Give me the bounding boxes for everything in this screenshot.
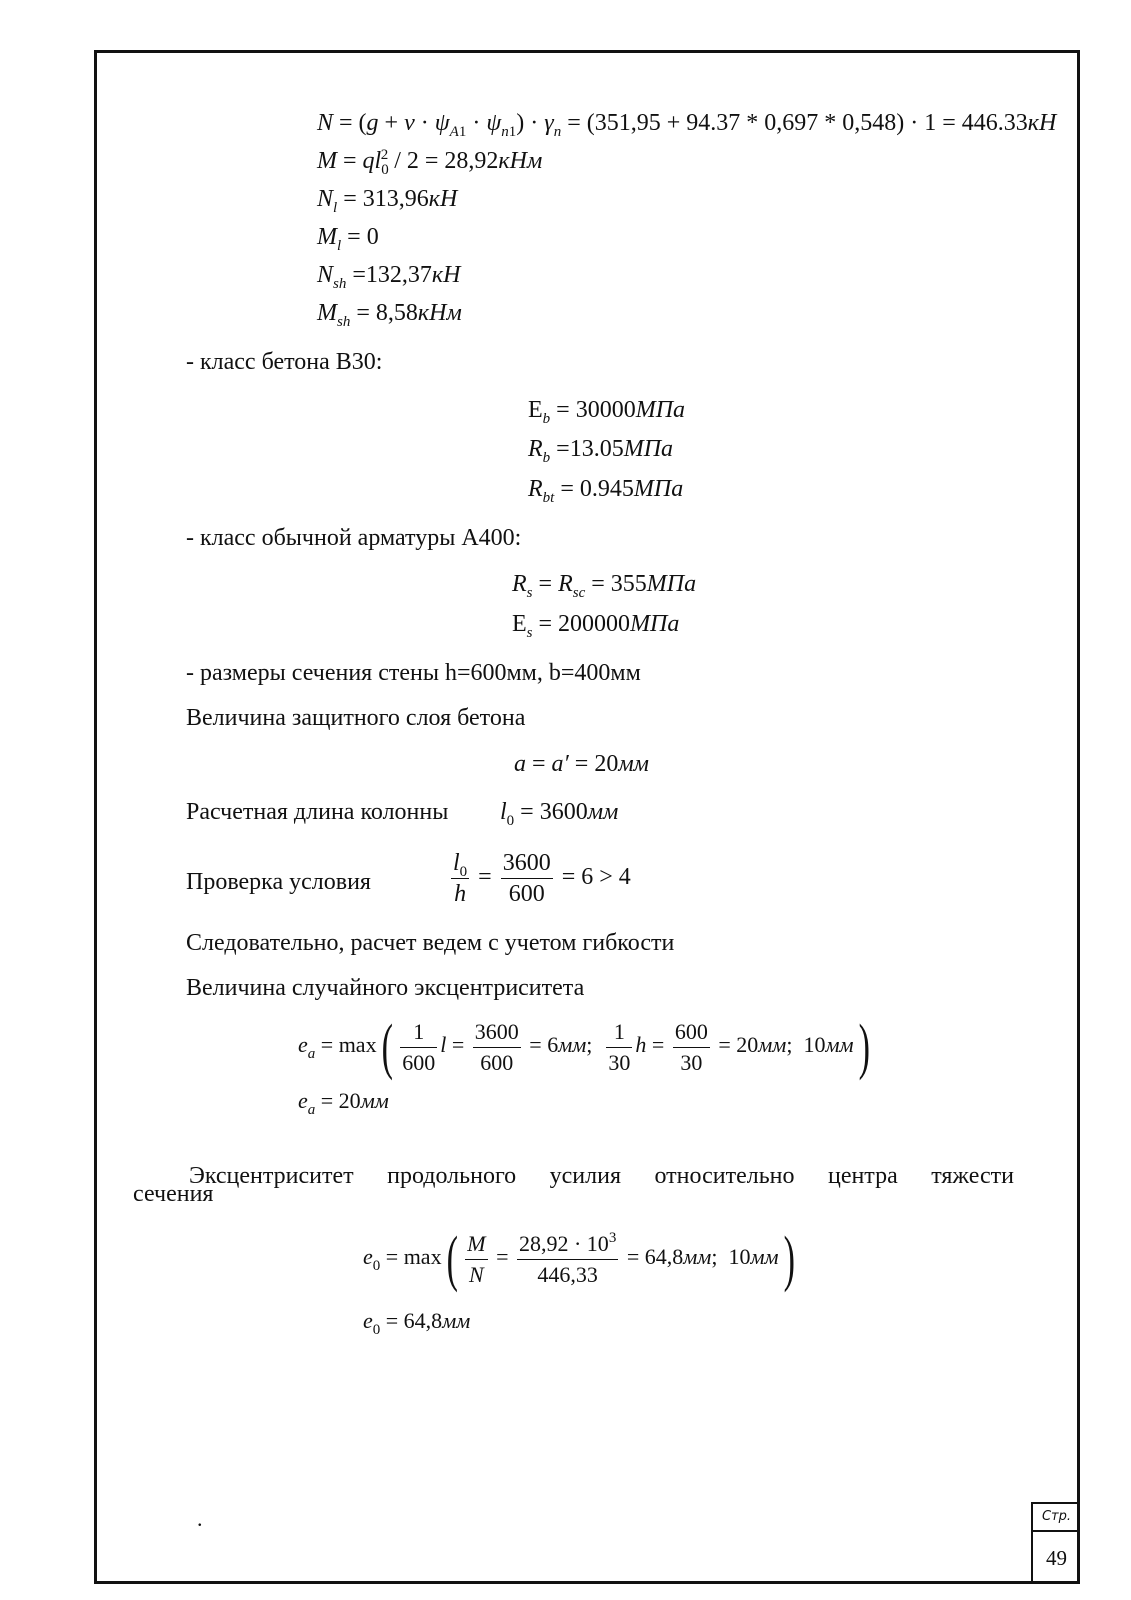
section-dimensions: - размеры сечения стены h=600мм, b=400мм — [186, 660, 641, 686]
conclusion-text: Следовательно, расчет ведем с учетом гибкости — [186, 930, 675, 956]
formula-check: $\frac{l_0}{h}$ = $\frac{3600}{600}$ = 6 > 4 — [453, 850, 631, 907]
formula-ml: $M_l = 0$ — [317, 224, 379, 254]
formula-l0: $l_0 = 3600мм$ — [500, 799, 619, 829]
footer-dot: . — [197, 1506, 203, 1531]
formula-rs: $R_s = R_{sc} = 355МПа$ — [512, 571, 697, 601]
stamp-label: Стр. — [1033, 1504, 1080, 1532]
formula-nsh: $N_{sh} =132,37кН$ — [317, 262, 461, 292]
cover-label: Величина защитного слоя бетона — [186, 705, 526, 731]
formula-ea: $e_a = \max$( $\frac{1}{600}$ l = $\frac{3600}{600}$ = 6мм; $\frac{1}{30}$ h = $\frac{600}{30}$ = 20мм; 10мм) — [298, 1013, 870, 1081]
formula-nl: $N_l = 313,96кН$ — [317, 186, 458, 216]
formula-eb: $E_b = 30000МПа$ — [528, 397, 686, 427]
formula-rb: $R_b =13.05МПа$ — [528, 436, 674, 466]
formula-ea-result: $e_a = 20мм$ — [298, 1088, 389, 1118]
page-stamp — [1031, 1502, 1080, 1584]
length-label: Расчетная длина колонны — [186, 799, 449, 825]
formula-n: $N = (g + v \cdot \psi_{A1} \cdot \psi_{n1}) \cdot \gamma_n = (351,95 + 94.37 * 0,697 * 0,548) \cdot 1 = 446.33кН$ — [317, 110, 1057, 140]
rebar-heading: - класс обычной арматуры А400: — [186, 525, 522, 551]
concrete-heading: - класс бетона В30: — [186, 349, 383, 375]
formula-cover: a = a′ = 20мм — [514, 751, 649, 777]
formula-es: $E_s = 200000МПа$ — [512, 611, 680, 641]
e0-paragraph: Эксцентриситет продольного усилия относительно центра тяжести — [189, 1163, 1014, 1189]
formula-e0-result: $e_0 = 64,8мм$ — [363, 1308, 471, 1338]
formula-rbt: $R_{bt} = 0.945МПа$ — [528, 476, 684, 506]
ecc-label: Величина случайного эксцентриситета — [186, 975, 585, 1001]
e0-paragraph-end: сечения — [133, 1181, 214, 1207]
formula-msh: $M_{sh} = 8,58кНм$ — [317, 300, 462, 330]
check-label: Проверка условия — [186, 869, 371, 895]
formula-e0: $e_0 = \max$( $\frac{M}{N}$ = $\frac{28,92 \cdot 10^3}{446,33}$ = 64,8мм; 10мм) — [363, 1225, 795, 1293]
formula-m: $M = ql_0^2 / 2 = 28,92кНм$ — [317, 147, 543, 178]
page-number: 49 — [1046, 1546, 1067, 1570]
